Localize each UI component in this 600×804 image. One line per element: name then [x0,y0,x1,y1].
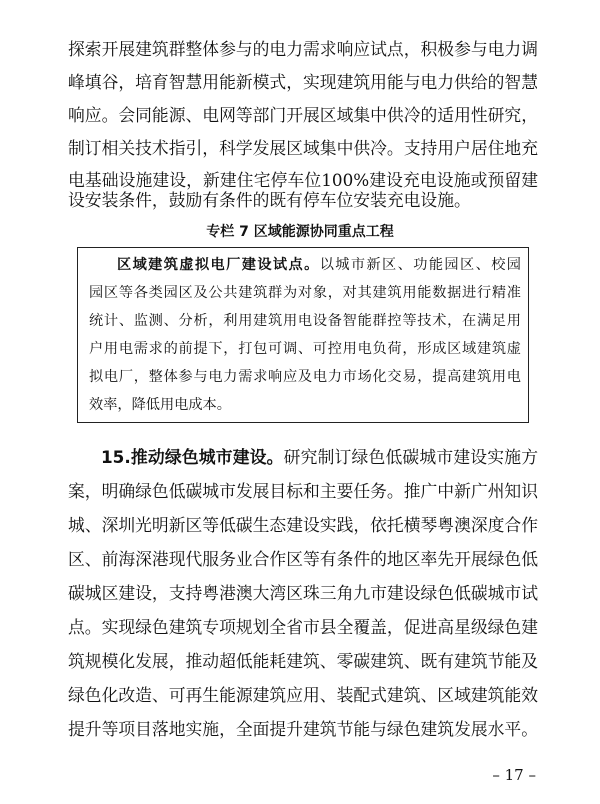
paragraph-1-line: 探索开展建筑群整体参与的电力需求响应试点，积极参与电力调 [68,39,538,59]
paragraph-1-line: 峰填谷，培育智慧用能新模式，实现建筑用能与电力供给的智慧 [68,72,538,92]
box-first-line-text: 以城市新区、功能园区、校园 [319,257,521,273]
paragraph-2-first-line-text: 研究制订绿色低碳城市建设实施方 [283,447,538,467]
box-line: 拟电厂，整体参与电力需求响应及电力市场化交易，提高建筑用电 [89,369,521,385]
paragraph-1-line: 设安装条件，鼓励有条件的既有停车位安装充电设施。 [68,190,471,210]
paragraph-1-line: 制订相关技术指引，科学发展区域集中供冷。支持用户居住地充 [68,138,538,158]
paragraph-1-line: 电基础设施建设，新建住宅停车位100%建设充电设施或预留建 [68,170,538,190]
box-line: 园区等各类园区及公共建筑群为对象，对其建筑用能数据进行精准 [89,285,521,301]
section-heading: 15.推动绿色城市建设。 [101,447,284,467]
paragraph-2-line: 城、深圳光明新区等低碳生态建设实践，依托横琴粤澳深度合作 [68,515,538,535]
paragraph-2-line: 点。实现绿色建筑专项规划全省市县全覆盖，促进高星级绿色建 [68,617,538,637]
paragraph-2-line: 筑规模化发展，推动超低能耗建筑、零碳建筑、既有建筑节能及 [68,651,538,671]
paragraph-2-line: 案，明确绿色低碳城市发展目标和主要任务。推广中新广州知识 [68,481,538,501]
paragraph-1-line: 响应。会同能源、电网等部门开展区域集中供冷的适用性研究， [68,105,538,125]
box-heading: 区域建筑虚拟电厂建设试点。 [117,257,320,273]
box-line: 户用电需求的前提下，打包可调、可控用电负荷，形成区域建筑虚 [89,341,521,357]
box-line [89,255,521,275]
paragraph-2-line: 区、前海深港现代服务业合作区等有条件的地区率先开展绿色低 [68,549,538,569]
page-number: – 17 – [492,766,536,784]
paragraph-2-line: 绿色化改造、可再生能源建筑应用、装配式建筑、区域建筑能效 [68,685,538,705]
paragraph-2-line: 碳城区建设，支持粤港澳大湾区珠三角九市建设绿色低碳城市试 [68,583,538,603]
paragraph-2-line: 提升等项目落地实施，全面提升建筑节能与绿色建筑发展水平。 [68,719,538,739]
paragraph-2-line [68,445,538,469]
box-line: 统计、监测、分析，利用建筑用电设备智能群控等技术，在满足用 [89,313,521,329]
box-title: 专栏 7 区域能源协同重点工程 [206,224,394,240]
box-line: 效率，降低用电成本。 [89,397,231,413]
